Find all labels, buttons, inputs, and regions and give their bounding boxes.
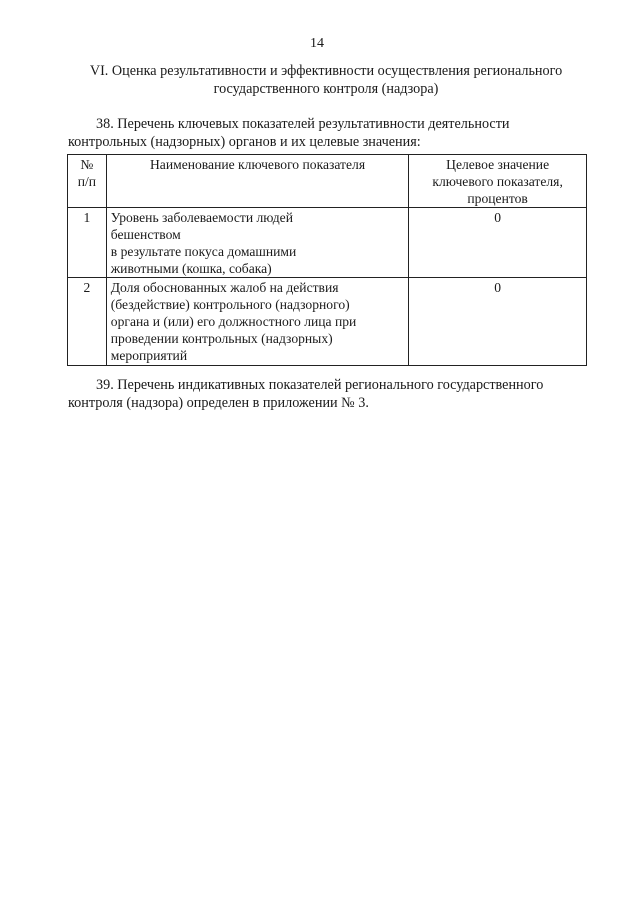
row-name-line: проведении контрольных (надзорных)	[110, 331, 333, 346]
paragraph-39-line1: 39. Перечень индикативных показателей регионального государственного	[96, 377, 544, 393]
row-indicator-name	[106, 208, 408, 278]
paragraph-38-line1: 38. Перечень ключевых показателей результативности деятельности	[96, 116, 510, 132]
page-number: 14	[310, 36, 324, 51]
paragraph-39-line2: контроля (надзора) определен в приложении № 3.	[68, 395, 369, 411]
row-name-line: бешенством	[110, 227, 181, 242]
row-name-line: мероприятий	[110, 348, 188, 363]
row-name-line: в результате покуса домашними	[110, 244, 297, 259]
header-number-line: п/п	[77, 174, 97, 189]
row-name-line: Уровень заболеваемости людей	[110, 210, 293, 225]
paragraph-38	[68, 115, 586, 151]
row-name-line: Доля обоснованных жалоб на действия	[110, 280, 339, 295]
section-title-line: государственного контроля (надзора)	[213, 81, 439, 97]
row-name-line: органа и (или) его должностного лица при	[110, 314, 357, 329]
table-row	[68, 278, 587, 366]
header-indicator-name: Наименование ключевого показателя	[106, 155, 408, 208]
header-value-line: Целевое значение	[446, 157, 550, 172]
header-number	[68, 155, 107, 208]
header-target-value	[409, 155, 587, 208]
section-title-line: VI. Оценка результативности и эффективности осуществления регионального	[89, 63, 563, 79]
row-target-value: 0	[409, 208, 587, 278]
row-name-line: животными (кошка, собака)	[110, 261, 272, 276]
table-header-row	[68, 155, 587, 208]
row-indicator-name	[106, 278, 408, 366]
header-number-line: №	[80, 157, 94, 172]
section-title	[60, 62, 592, 98]
paragraph-38-line2: контрольных (надзорных) органов и их целевые значения:	[68, 134, 421, 150]
header-value-line: ключевого показателя,	[432, 174, 563, 189]
row-number: 1	[68, 208, 107, 278]
header-value-line: процентов	[467, 191, 528, 206]
row-name-line: (бездействие) контрольного (надзорного)	[110, 297, 350, 312]
row-target-value: 0	[409, 278, 587, 366]
row-number: 2	[68, 278, 107, 366]
paragraph-39	[68, 376, 586, 412]
table-row	[68, 208, 587, 278]
kpi-table	[67, 154, 587, 366]
